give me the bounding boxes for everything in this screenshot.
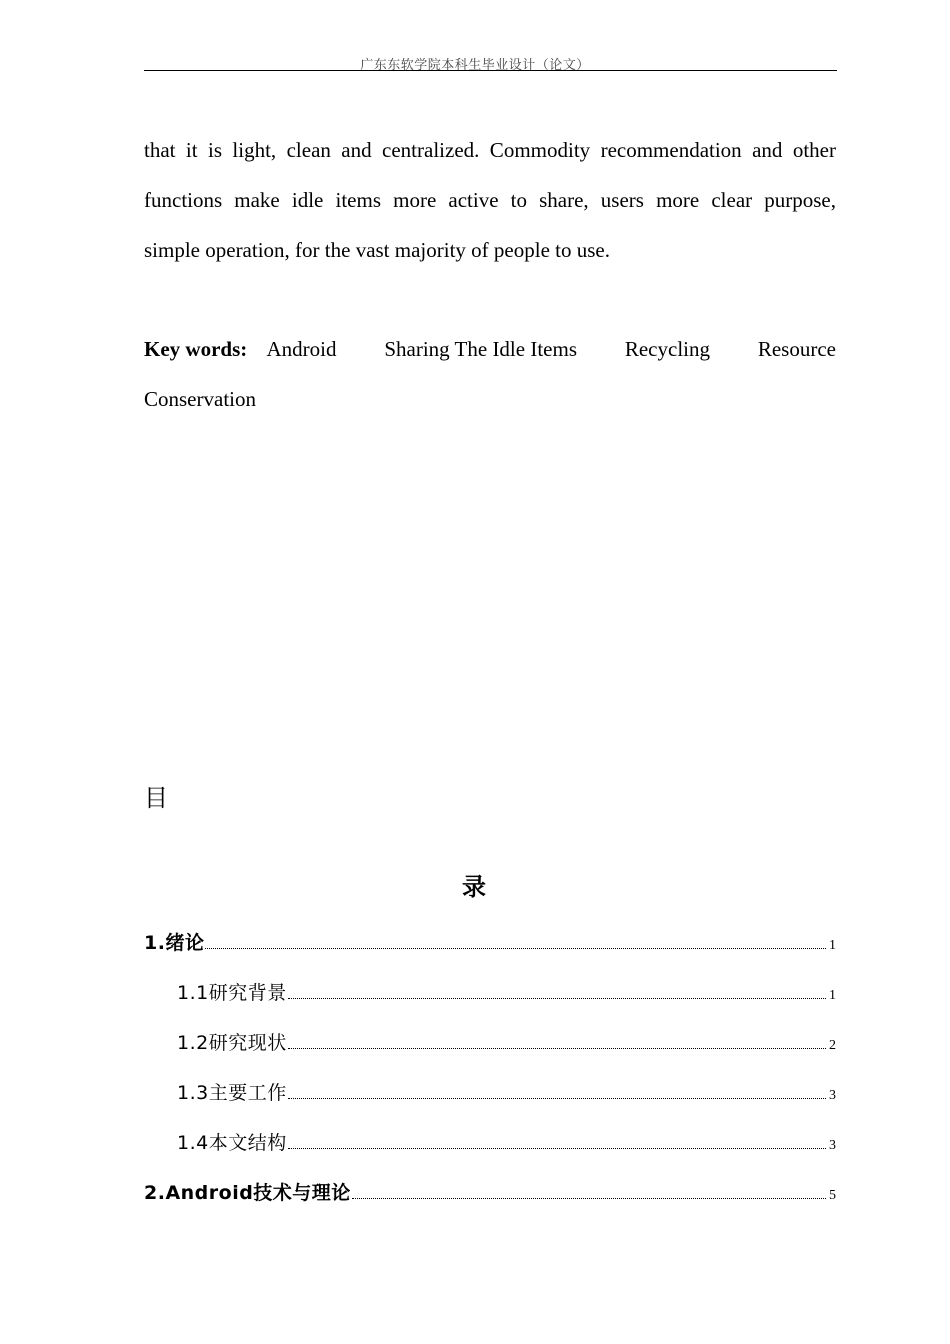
toc-entry-title: 1.绪论 [144, 932, 205, 954]
toc-entry-page: 5 [829, 1188, 836, 1203]
toc-leader-dots [288, 1098, 826, 1099]
toc-leader-dots [288, 998, 826, 999]
toc-leader-dots [205, 948, 826, 949]
toc-entry-title: 1.1研究背景 [177, 982, 287, 1004]
toc-entry-page: 1 [829, 988, 836, 1003]
abstract-line: functions make idle items more active to share, users more clear purpose, [144, 188, 836, 212]
keyword-item: Sharing The Idle Items [384, 337, 577, 361]
toc-entry-page: 1 [829, 938, 836, 953]
toc-entry-page: 3 [829, 1138, 836, 1153]
page-header-title: 广东东软学院本科生毕业设计（论文） [360, 58, 590, 73]
toc-entry[interactable] [177, 978, 836, 1004]
toc-entry[interactable] [177, 1028, 836, 1054]
toc-entry-title: 2.Android技术与理论 [144, 1182, 351, 1204]
toc-leader-dots [352, 1198, 826, 1199]
toc-entry[interactable] [177, 1128, 836, 1154]
keyword-item: Recycling [624, 337, 710, 361]
keyword-continuation: Conservation [144, 387, 256, 411]
toc-entry-title: 1.3主要工作 [177, 1082, 287, 1104]
toc-entry[interactable] [177, 1078, 836, 1104]
toc-heading-char: 录 [462, 873, 486, 901]
header-rule [144, 70, 837, 71]
toc-entry-page: 3 [829, 1088, 836, 1103]
abstract-line: simple operation, for the vast majority of people to use. [144, 238, 610, 262]
toc-entry-title: 1.4本文结构 [177, 1132, 287, 1154]
toc-leader-dots [288, 1048, 826, 1049]
toc-entry[interactable] [144, 928, 836, 954]
keywords-line [144, 336, 836, 362]
toc-entry-title: 1.2研究现状 [177, 1032, 287, 1054]
abstract-line: that it is light, clean and centralized. Commodity recommendation and other [144, 138, 836, 162]
toc-entry-page: 2 [829, 1038, 836, 1053]
keywords-label: Key words: [144, 337, 248, 361]
toc-entry[interactable] [144, 1178, 836, 1204]
toc-heading-char: 目 [144, 784, 168, 812]
toc-leader-dots [288, 1148, 826, 1149]
keyword-item: Resource [757, 337, 836, 361]
keyword-item: Android [266, 337, 337, 361]
